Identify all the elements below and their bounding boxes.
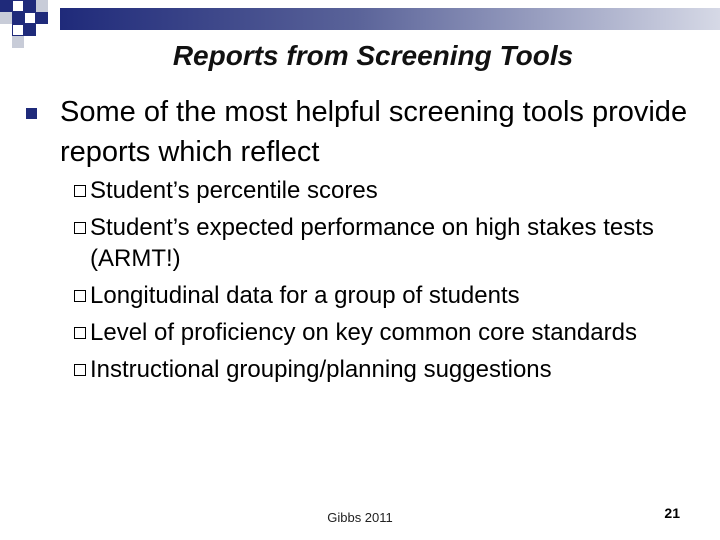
decor-square: [24, 0, 36, 12]
slide-number: 21: [664, 505, 680, 521]
checkbox-bullet-icon: [74, 222, 86, 234]
list-item-text: Instructional grouping/planning suggestions: [90, 356, 552, 383]
list-item: [74, 175, 704, 206]
square-bullet-icon: [26, 108, 37, 119]
decor-square: [24, 24, 36, 36]
checkbox-bullet-icon: [74, 185, 86, 197]
decor-square: [12, 12, 24, 24]
list-item: [74, 280, 704, 311]
list-item-text: Level of proficiency on key common core standards: [90, 319, 637, 346]
decor-square: [0, 12, 12, 24]
checkbox-bullet-icon: [74, 364, 86, 376]
header-gradient-bar: [60, 8, 720, 30]
list-item-text: Student’s percentile scores: [90, 177, 378, 204]
slide-title: Reports from Screening Tools: [172, 40, 574, 71]
main-bullet-text: Some of the most helpful screening tools provide reports which reflect: [60, 96, 688, 168]
decor-square: [12, 0, 24, 12]
list-item: [74, 212, 704, 274]
footer-text: Gibbs 2011: [327, 510, 393, 525]
decor-square: [36, 12, 48, 24]
sub-bullet-list: [74, 175, 704, 391]
decor-square: [12, 24, 24, 36]
list-item: [74, 317, 704, 348]
checkbox-bullet-icon: [74, 327, 86, 339]
checkbox-bullet-icon: [74, 290, 86, 302]
list-item: [74, 354, 704, 385]
list-item-text: Longitudinal data for a group of students: [90, 282, 520, 309]
list-item-text: Student’s expected performance on high stakes tests (ARMT!): [90, 214, 654, 272]
decor-square: [0, 0, 12, 12]
decor-square: [24, 12, 36, 24]
decor-square: [36, 0, 48, 12]
